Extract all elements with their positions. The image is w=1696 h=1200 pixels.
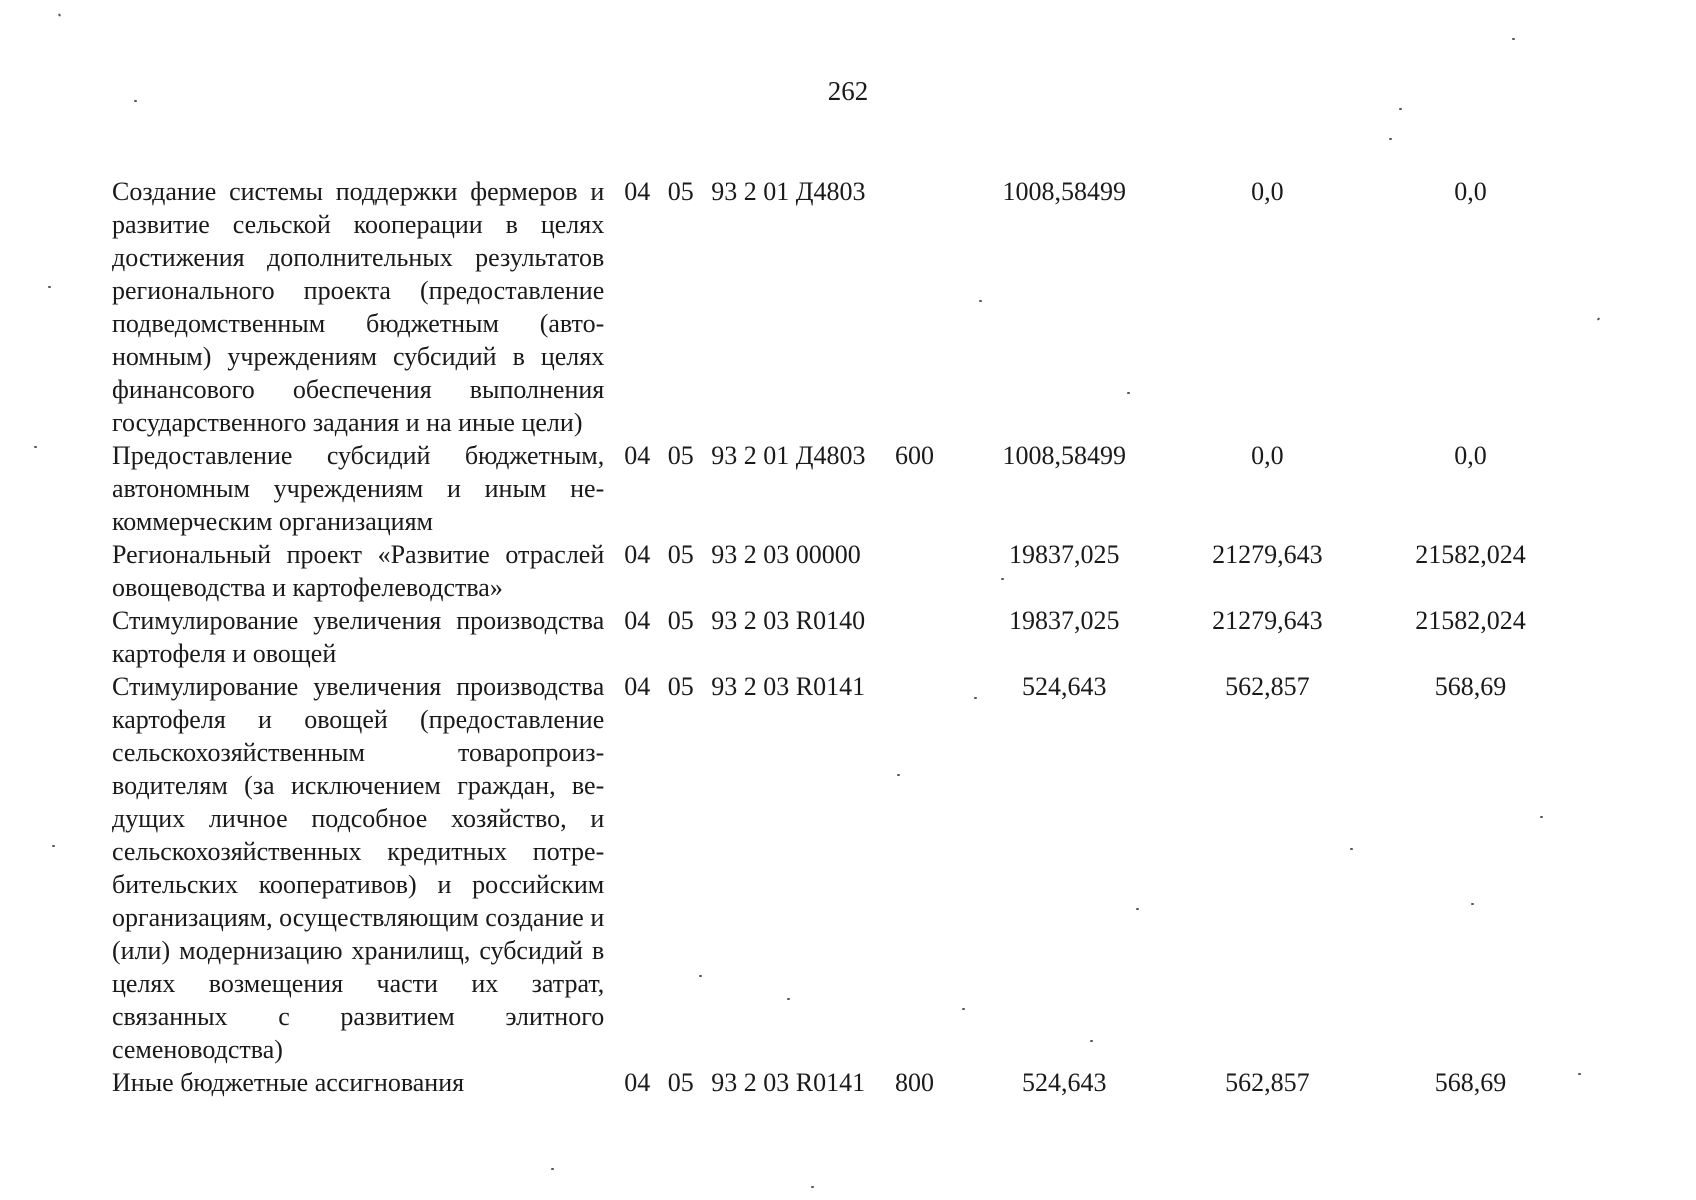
scan-speck: [52, 845, 55, 847]
amount-year-3: 568,69: [1434, 1068, 1507, 1097]
amount-year-2: 562,857: [1225, 1068, 1310, 1097]
subsection-code: 05: [667, 1068, 694, 1097]
amount-year-3: 0,0: [1454, 441, 1487, 470]
scan-speck: [1512, 38, 1515, 40]
table-row: [112, 439, 1572, 538]
scan-speck: [551, 1168, 554, 1170]
amount-year-3: 568,69: [1434, 672, 1507, 701]
target-article-code: 93 2 01 Д4803: [711, 177, 866, 206]
scan-speck: [699, 975, 702, 977]
target-article-code: 93 2 01 Д4803: [711, 441, 866, 470]
target-article-code: 93 2 03 R0140: [711, 606, 866, 635]
table-row: [112, 538, 1572, 604]
section-code: 04: [624, 177, 651, 206]
subsection-code: 05: [667, 672, 694, 701]
scan-speck: [1399, 108, 1402, 110]
amount-year-1: 1008,58499: [1002, 177, 1127, 206]
amount-year-2: 21279,643: [1212, 540, 1323, 569]
scan-speck: [48, 286, 51, 288]
section-code: 04: [624, 606, 651, 635]
scan-speck: [1136, 908, 1139, 910]
scan-speck: [134, 100, 137, 102]
row-description: Создание системы поддержки фермеров и развитие сельской кооперации в целях достижения дополнительных результатов регионального проекта (предоставление подведомственным бюджетным (автономным) учреждениям субсидий в целях финансового обеспечения выполнения государственного задания и на иные цели): [112, 177, 605, 437]
target-article-code: 93 2 03 R0141: [711, 672, 866, 701]
expense-type-code: 800: [895, 1068, 935, 1097]
amount-year-3: 0,0: [1454, 177, 1487, 206]
row-description: Стимулирование увеличения производства картофеля и овощей (предоставление сельскохозяйственным товаропроизводителям (за исключением граждан, ведущих личное подсобное хозяйство, и сельскохозяйственных кредитных потребительских кооперативов) и российским организациям, осуществляющим создание и (или) модернизацию хранилищ, субсидий в целях возмещения части их затрат, связанных с развитием элитного семеноводства): [112, 672, 605, 1064]
row-description: Иные бюджетные ассигнования: [112, 1068, 465, 1097]
subsection-code: 05: [667, 606, 694, 635]
section-code: 04: [624, 672, 651, 701]
scan-speck: [58, 13, 61, 17]
scan-speck: [787, 998, 790, 1000]
amount-year-1: 19837,025: [1009, 540, 1120, 569]
budget-table: [112, 175, 1572, 1099]
subsection-code: 05: [667, 177, 694, 206]
table-row: [112, 604, 1572, 670]
table-row: [112, 175, 1572, 439]
scan-speck: [1127, 392, 1130, 394]
amount-year-2: 0,0: [1251, 177, 1284, 206]
amount-year-3: 21582,024: [1415, 606, 1526, 635]
scan-speck: [979, 300, 982, 302]
row-description: Предоставление субсидий бюджетным, автономным учреждениям и иным некоммерческим организациям: [112, 441, 605, 536]
table-row: [112, 1066, 1572, 1099]
amount-year-1: 1008,58499: [1002, 441, 1127, 470]
scan-speck: [897, 774, 900, 776]
target-article-code: 93 2 03 00000: [711, 540, 861, 569]
row-description: Региональный проект «Развитие отраслей овощеводства и картофелеводства»: [112, 540, 605, 602]
table-row: [112, 670, 1572, 1066]
row-description: Стимулирование увеличения производства картофеля и овощей: [112, 606, 605, 668]
scan-speck: [811, 1186, 814, 1188]
amount-year-1: 524,643: [1022, 1068, 1107, 1097]
target-article-code: 93 2 03 R0141: [711, 1068, 866, 1097]
scan-speck: [1540, 816, 1543, 818]
scan-speck: [1389, 138, 1392, 140]
scan-speck: [1350, 848, 1353, 850]
scan-speck: [34, 446, 37, 448]
scan-speck: [962, 1008, 965, 1010]
scan-speck: [1597, 317, 1601, 321]
scan-speck: [1090, 1040, 1093, 1042]
amount-year-2: 562,857: [1225, 672, 1310, 701]
section-code: 04: [624, 441, 651, 470]
scan-speck: [1001, 578, 1004, 580]
subsection-code: 05: [667, 540, 694, 569]
section-code: 04: [624, 540, 651, 569]
amount-year-2: 21279,643: [1212, 606, 1323, 635]
expense-type-code: 600: [895, 441, 935, 470]
amount-year-2: 0,0: [1251, 441, 1284, 470]
section-code: 04: [624, 1068, 651, 1097]
amount-year-1: 19837,025: [1009, 606, 1120, 635]
page-number: 262: [827, 76, 869, 106]
scan-speck: [1471, 903, 1474, 905]
amount-year-3: 21582,024: [1415, 540, 1526, 569]
scan-speck: [1578, 1073, 1581, 1075]
scan-speck: [974, 697, 977, 699]
subsection-code: 05: [667, 441, 694, 470]
amount-year-1: 524,643: [1022, 672, 1107, 701]
